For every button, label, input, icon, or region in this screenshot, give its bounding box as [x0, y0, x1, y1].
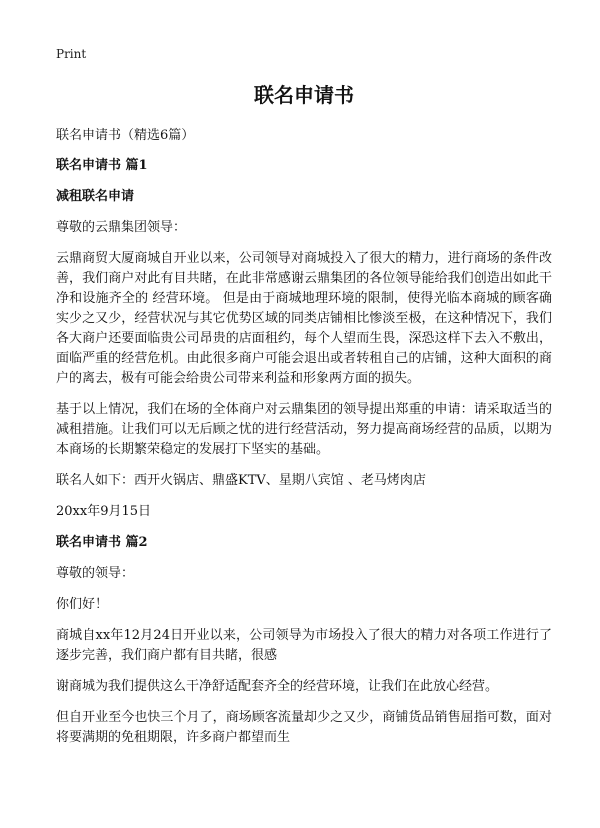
section-1-date: 20xx年9月15日 — [56, 504, 152, 519]
section-1-salutation: 尊敬的云鼎集团领导： — [56, 220, 187, 235]
section-2-paragraph-2: 谢商城为我们提供这么干净舒适配套齐全的经营环境，让我们在此放心经营。 — [56, 679, 499, 694]
section-2-paragraph-3: 但自开业至今也快三个月了，商场顾客流量却少之又少，商铺货品销售屈指可数，面对将要满期的免租期限，许多商户都望而生 — [56, 710, 552, 745]
section-2-salutation: 尊敬的领导： — [56, 566, 135, 581]
section-1-subheading: 减租联名申请 — [56, 189, 135, 204]
section-2-greeting: 你们好！ — [56, 597, 109, 612]
section-1-paragraph-2: 基于以上情况，我们在场的全体商户对云鼎集团的领导提出郑重的申请：请采取适当的减租措施。让我们可以无后顾之忧的进行经营活动，努力提高商场经营的品质，以期为本商场的长期繁荣稳定的发展打下坚实的基础。 — [56, 402, 552, 457]
document-subtitle: 联名申请书（精选6篇） — [56, 128, 195, 143]
section-2-paragraph-1: 商城自xx年12月24日开业以来，公司领导为市场投入了很大的精力对各项工作进行了逐步完善，我们商户都有目共睹，很感 — [56, 628, 552, 663]
section-1-heading: 联名申请书 篇1 — [56, 158, 148, 173]
print-label: Print — [56, 47, 87, 61]
section-1-signatories: 联名人如下：西开火锅店、鼎盛KTV、星期八宾馆 、老马烤肉店 — [56, 473, 426, 488]
section-1-paragraph-1: 云鼎商贸大厦商城自开业以来，公司领导对商城投入了很大的精力，进行商场的条件改善，我们商户对此有目共睹，在此非常感谢云鼎集团的各位领导能给我们创造出如此干净和设施齐全的 经营环境。 但是由于商城地理环境的限制，使得光临本商城的顾客确实少之又少，经营状况与其它优势区域的同类店铺相比惨淡至极，在这种情况下，我们各大商户还要面临贵公司昂贵的店面租约，每个人望而生畏，深恐这样下去入不敷出，面临严重的经营危机。由此很多商户可能会退出或者转租自己的店铺，这种大面积的商户的离去，极有可能会给贵公司带来利益和形象两方面的损失。 — [56, 251, 552, 386]
section-2-heading: 联名申请书 篇2 — [56, 535, 148, 550]
document-title: 联名申请书 — [254, 83, 354, 107]
